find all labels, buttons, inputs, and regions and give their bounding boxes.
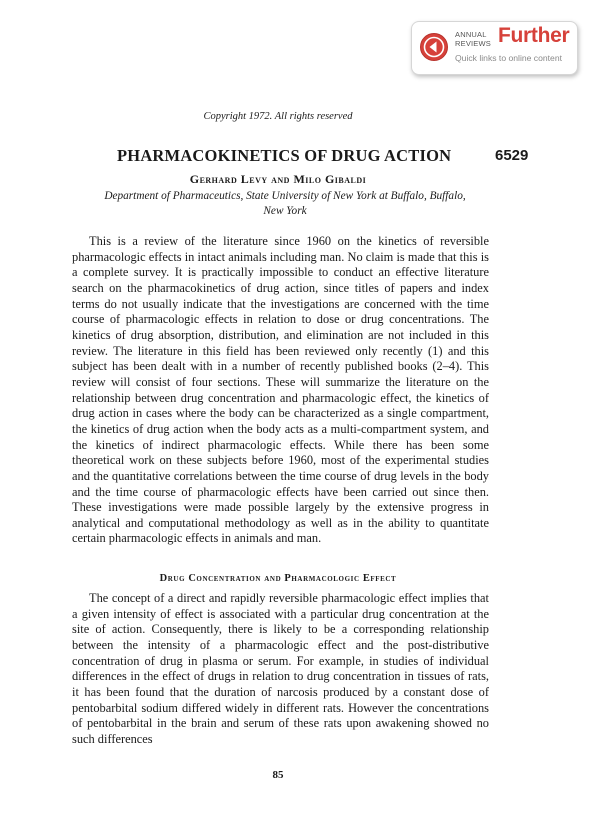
quick-links-subtitle: Quick links to online content	[455, 53, 563, 63]
further-label: Further	[498, 24, 570, 47]
annual-reviews-logo-text	[455, 31, 491, 48]
copyright-notice: Copyright 1972. All rights reserved	[203, 111, 353, 122]
article-id: 6529	[495, 147, 529, 164]
page-number: 85	[272, 769, 284, 781]
author-affiliation: Department of Pharmaceutics, State University of New York at Buffalo, Buffalo, New York	[104, 190, 466, 217]
brand-line2: REVIEWS	[455, 38, 491, 48]
intro-paragraph: This is a review of the literature since 1960 on the kinetics of reversible pharmacologic effects in intact animals including man. No claim is made that this is a complete survey. It is practically impossible to conduct an effective literature search on the pharmacokinetics of drug action, since titles of papers and index terms do not usually indicate that the investigations are concerned with the time course of pharmacologic effects in relation to dose or drug concentrations. The kinetics of drug absorption, distribution, and elimination are not included in this review. The literature in this field has been reviewed only recently (1) and this subject has been dealt with in a number of recently published books (2–4). This review will consist of four sections. These will summarize the literature on the relationship between drug concentration and pharmacologic effect, the kinetics of drug action in cases where the body can be characterized as a single compartment, the kinetics of drug action when the body acts as a multi-compartment system, and the kinetics of indirect pharmacologic effects. While there has been some theoretical work on these subjects before 1960, most of the experimental studies and the quantitative correlations between the time course of drug levels in the body and the time course of pharmacologic effects have been carried out since then. These investigations were made possible largely by the extensive progress in analytical and computational methodology as well as in the ability to quantitate certain pharmacologic effects in animals and man.	[72, 234, 489, 546]
section-paragraph: The concept of a direct and rapidly reversible pharmacologic effect implies that a given intensity of effect is associated with a particular drug concentration at the site of action. Consequently, there is likely to be a corresponding relationship between the intensity of a pharmacologic effect and the post-distributive concentration of drug in plasma or serum. For example, in studies of individual differences in the effect of drugs in relation to drug concentration in tissues of rats, it has been found that the duration of narcosis produced by a constant dose of pentobarbital sodium differed widely in different rats. However the concentrations of pentobarbital in the brain and serum of these rats upon awakening showed no such differences	[72, 591, 489, 746]
brand-line1: ANNUAL	[455, 30, 487, 39]
authors: Gerhard Levy and Milo Gibaldi	[189, 172, 367, 186]
arrow-left-circle-icon	[419, 32, 449, 62]
section-heading: Drug Concentration and Pharmacologic Effect	[159, 573, 397, 584]
further-quick-links-badge[interactable]	[411, 21, 578, 75]
article-title: PHARMACOKINETICS OF DRUG ACTION	[117, 146, 452, 165]
